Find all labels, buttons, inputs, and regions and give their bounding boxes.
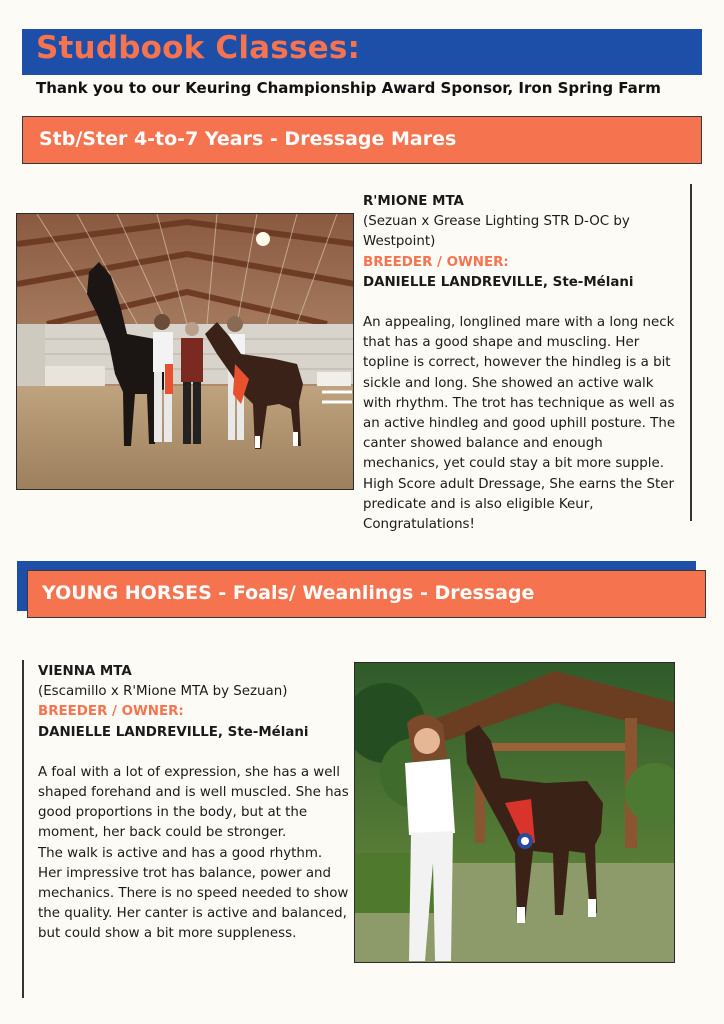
breeder-label: BREEDER / OWNER: (363, 254, 509, 270)
divider-line (22, 660, 24, 998)
horse-name: R'MIONE MTA (363, 194, 464, 209)
page-title: Studbook Classes: (36, 30, 361, 66)
entry-vienna (38, 662, 350, 945)
horse-name: VIENNA MTA (38, 664, 132, 679)
pedigree: (Escamillo x R'Mione MTA by Sezuan) (38, 684, 288, 700)
owner-name: DANIELLE LANDREVILLE, Ste-Mélani (38, 724, 309, 740)
class-title-mares: Stb/Ster 4-to-7 Years - Dressage Mares (39, 128, 457, 150)
judge-comment: A foal with a lot of expression, she has a well shaped forehand and is well muscled. She has good proportions in the body, but at the moment, her back could be stronger. The walk is active and has a good rhythm. Her impressive trot has balance, power and mechanics. There is no speed needed to show the quality. Her canter is active and balanced, but could show a bit more suppleness. (38, 764, 349, 942)
photo-vienna-outdoor (354, 662, 675, 963)
pedigree: (Sezuan x Grease Lighting STR D-OC by Westpoint) (363, 214, 630, 250)
class-title-foals: YOUNG HORSES - Foals/ Weanlings - Dressage (42, 582, 535, 604)
photo-rmione-arena (16, 213, 354, 490)
sponsor-line: Thank you to our Keuring Championship Award Sponsor, Iron Spring Farm (36, 79, 661, 97)
breeder-label: BREEDER / OWNER: (38, 704, 184, 720)
divider-line (690, 184, 692, 521)
arena-photo-illustration (17, 214, 354, 490)
judge-comment: An appealing, longlined mare with a long neck that has a good shape and muscling. Her topline is correct, however the hindleg is a bit sickle and long. She showed an active walk with rhythm. The trot has technique as well as an active hindleg and good uphill posture. The canter showed balance and enough mechanics, yet could stay a bit more supple. High Score adult Dressage, She earns the Ster predicate and is also eligible Keur, Congratulations! (363, 315, 676, 533)
class-banner-mares (22, 116, 702, 164)
entry-rmione (363, 192, 681, 535)
foal-photo-illustration (355, 663, 675, 963)
class-banner-foals (27, 570, 706, 618)
owner-name: DANIELLE LANDREVILLE, Ste-Mélani (363, 274, 634, 290)
